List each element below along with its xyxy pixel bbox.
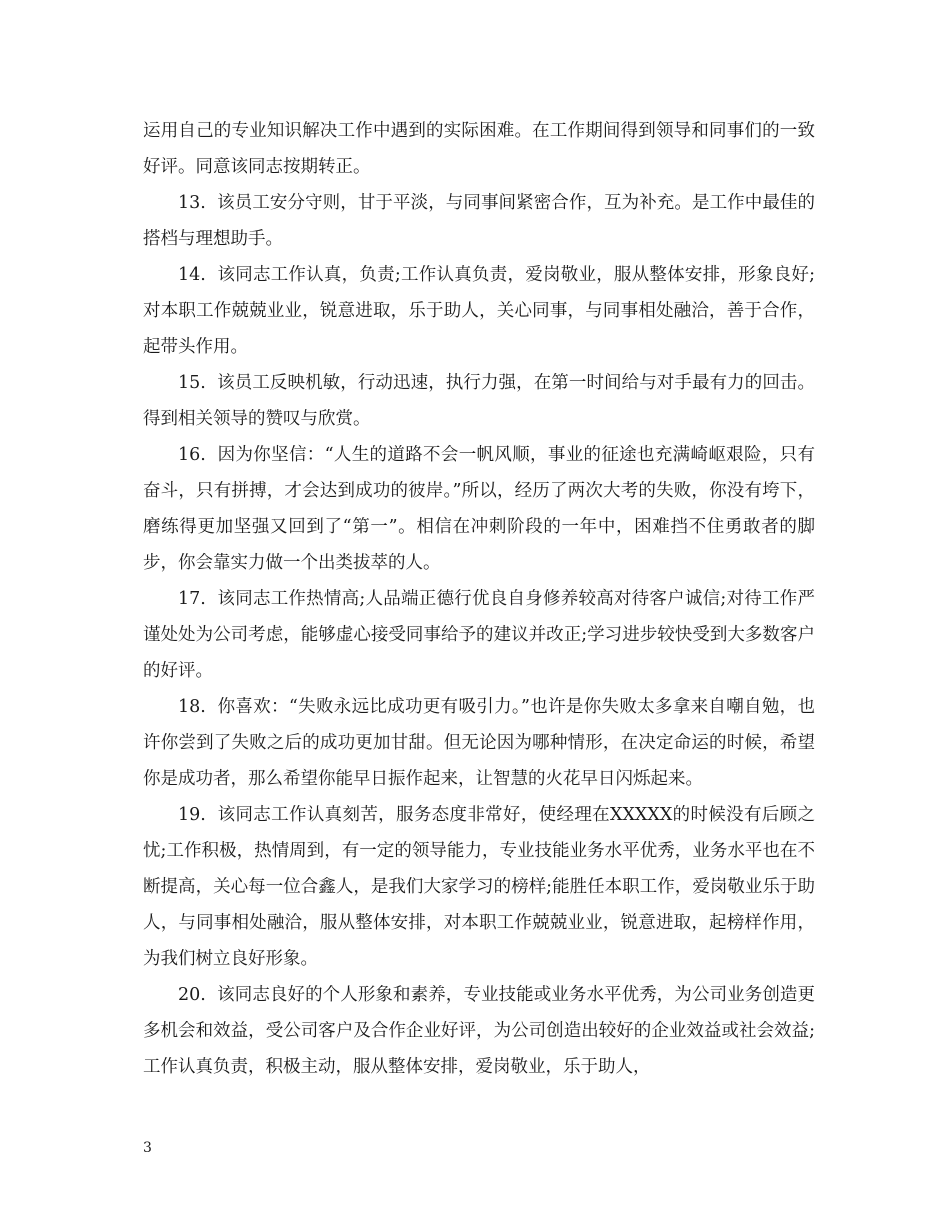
paragraph-text: 因为你坚信：“人生的道路不会一帆风顺，事业的征途也充满崎岖艰险，只有奋斗，只有拼搏，才会达到成功的彼岸。”所以，经历了两次大考的失败，你没有垮下，磨练得更加坚强又回到了“第一”。相信在冲刺阶段的一年中，困难挡不住勇敢者的脚步，你会靠实力做一个出类拔萃的人。 <box>143 445 815 573</box>
paragraph-16 <box>143 437 815 581</box>
paragraph-number: 19. <box>178 805 206 825</box>
paragraph-text: 该员工安分守则，甘于平淡，与同事间紧密合作，互为补充。是工作中最佳的搭档与理想助手。 <box>143 193 815 249</box>
paragraph-17 <box>143 581 815 689</box>
paragraph-text: 该同志工作认真刻苦，服务态度非常好，使经理在XXXXX的时候没有后顾之忧;工作积极，热情周到，有一定的领导能力，专业技能业务水平优秀，业务水平也在不断提高，关心每一位合鑫人，是我们大家学习的榜样;能胜任本职工作，爱岗敬业乐于助人，与同事相处融洽，服从整体安排，对本职工作兢兢业业，锐意进取，起榜样作用，为我们树立良好形象。 <box>143 805 815 969</box>
paragraph-number: 18. <box>178 697 206 717</box>
paragraph-continuation <box>143 113 815 185</box>
document-body <box>143 113 815 1085</box>
paragraph-text: 你喜欢：“失败永远比成功更有吸引力。”也许是你失败太多拿来自嘲自勉，也许你尝到了失败之后的成功更加甘甜。但无论因为哪种情形，在决定命运的时候，希望你是成功者，那么希望你能早日振作起来，让智慧的火花早日闪烁起来。 <box>143 697 815 789</box>
paragraph-14 <box>143 257 815 365</box>
paragraph-text: 该同志良好的个人形象和素养，专业技能或业务水平优秀，为公司业务创造更多机会和效益，受公司客户及合作企业好评，为公司创造出较好的企业效益或社会效益;工作认真负责，积极主动，服从整体安排，爱岗敬业，乐于助人， <box>143 985 815 1077</box>
paragraph-number: 20. <box>178 985 206 1005</box>
paragraph-18 <box>143 689 815 797</box>
paragraph-15 <box>143 365 815 437</box>
paragraph-text: 该员工反映机敏，行动迅速，执行力强，在第一时间给与对手最有力的回击。得到相关领导的赞叹与欣赏。 <box>143 373 815 429</box>
page-number: 3 <box>143 1140 152 1156</box>
paragraph-text: 该同志工作认真，负责;工作认真负责，爱岗敬业，服从整体安排，形象良好;对本职工作兢兢业业，锐意进取，乐于助人，关心同事，与同事相处融洽，善于合作，起带头作用。 <box>143 265 815 357</box>
paragraph-number: 14. <box>178 265 206 285</box>
paragraph-number: 17. <box>178 589 206 609</box>
paragraph-text: 运用自己的专业知识解决工作中遇到的实际困难。在工作期间得到领导和同事们的一致好评。同意该同志按期转正。 <box>143 121 815 177</box>
paragraph-13 <box>143 185 815 257</box>
paragraph-text: 该同志工作热情高;人品端正德行优良自身修养较高对待客户诚信;对待工作严谨处处为公司考虑，能够虚心接受同事给予的建议并改正;学习进步较快受到大多数客户的好评。 <box>143 589 815 681</box>
paragraph-20 <box>143 977 815 1085</box>
paragraph-19 <box>143 797 815 977</box>
paragraph-number: 15. <box>178 373 206 393</box>
paragraph-number: 13. <box>178 193 206 213</box>
paragraph-number: 16. <box>178 445 206 465</box>
